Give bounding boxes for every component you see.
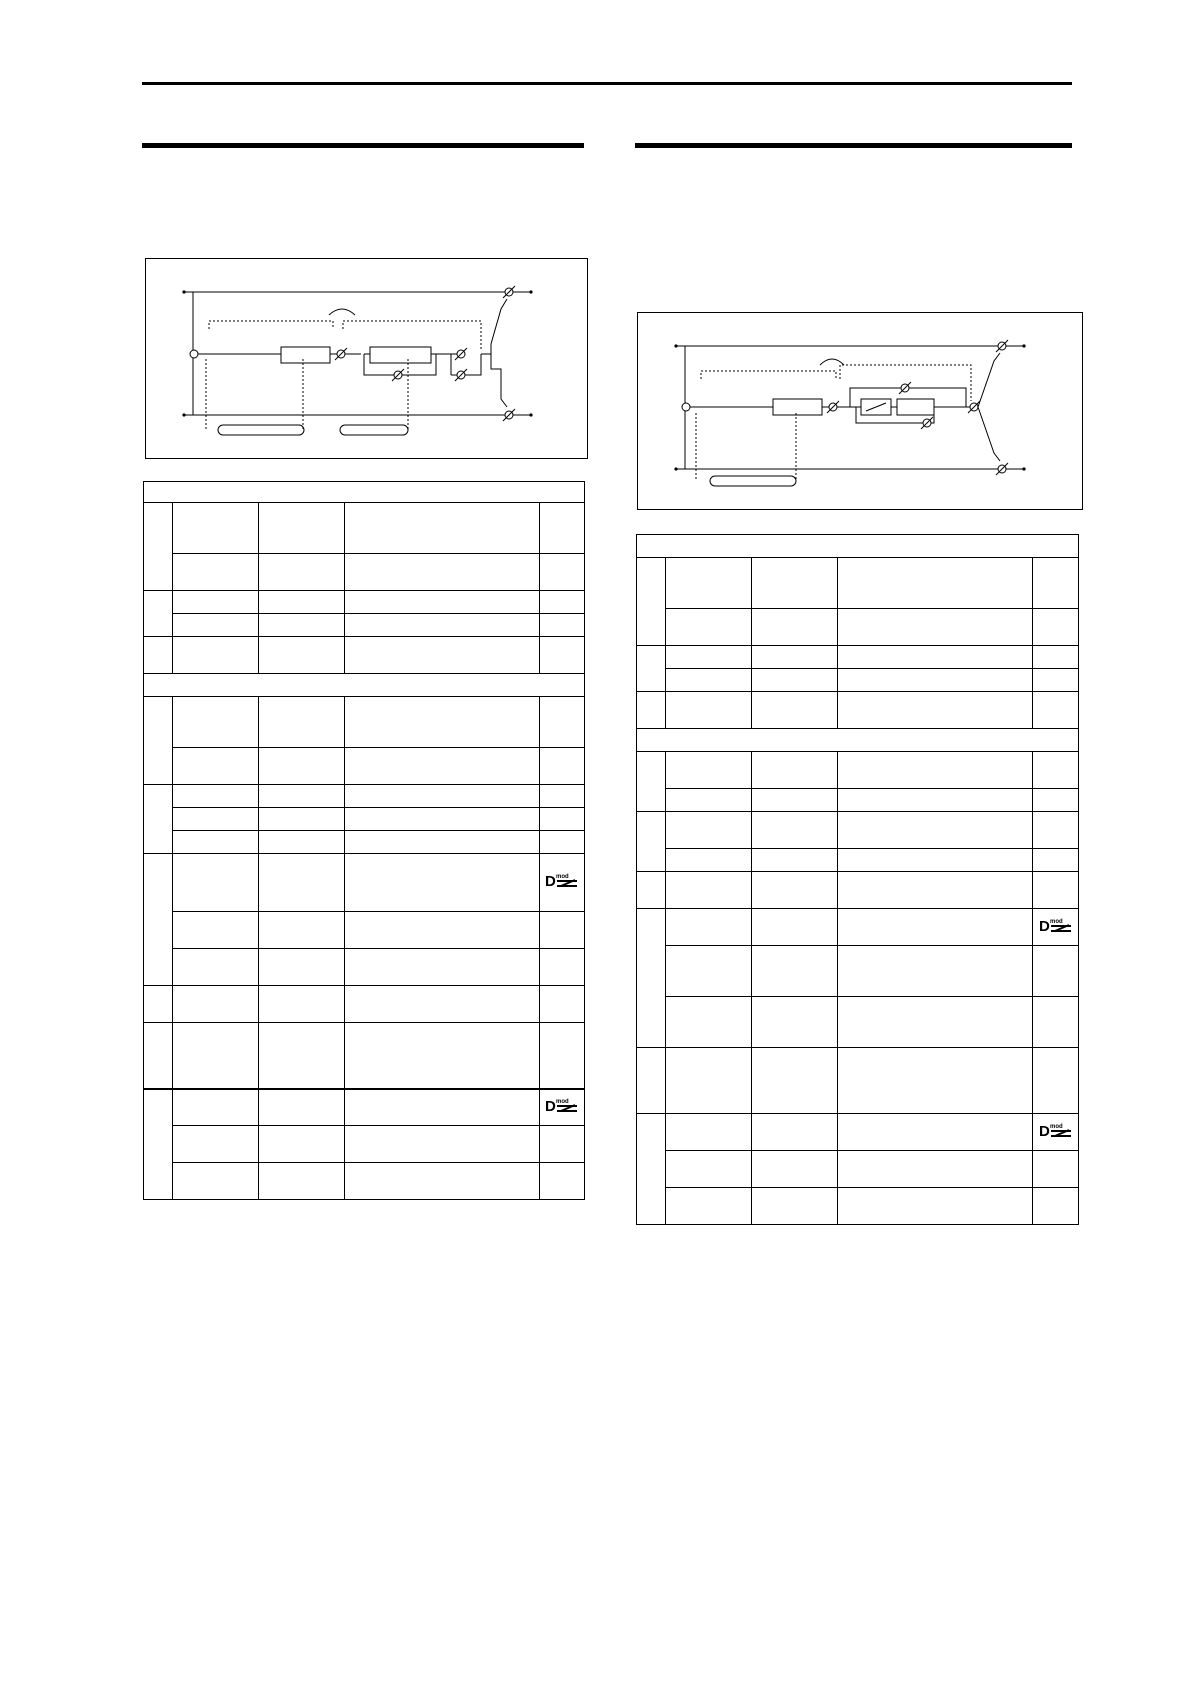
- table-cell: [1033, 558, 1079, 609]
- table-cell: [838, 692, 1033, 729]
- left-table-header: [144, 482, 585, 503]
- svg-text:D: D: [1038, 917, 1050, 934]
- table-cell: [173, 748, 258, 785]
- table-cell: [345, 912, 540, 949]
- table-cell: [838, 1048, 1033, 1114]
- table-cell: [637, 1048, 666, 1114]
- table-cell: [173, 785, 258, 808]
- table-row: [144, 503, 585, 554]
- table-cell: [258, 986, 344, 1023]
- table-cell: [666, 872, 752, 909]
- right-block-diagram: [637, 312, 1083, 510]
- page-header-rule: [142, 82, 1072, 85]
- table-cell: [173, 1126, 258, 1163]
- table-cell: [345, 637, 540, 674]
- table-row: [637, 669, 1079, 692]
- table-cell: [345, 591, 540, 614]
- table-cell: [637, 692, 666, 729]
- table-row: [637, 1048, 1079, 1114]
- table-cell: [752, 812, 838, 849]
- table-cell: [666, 752, 752, 789]
- table-cell: [1033, 946, 1079, 997]
- table-cell: [173, 808, 258, 831]
- right-section-title-rule: [635, 143, 1072, 148]
- table-cell: [345, 748, 540, 785]
- table-cell: [666, 997, 752, 1048]
- table-row: [144, 637, 585, 674]
- table-cell: [345, 697, 540, 748]
- table-cell: [540, 697, 585, 748]
- left-block-2: [370, 347, 431, 363]
- table-row: [144, 554, 585, 591]
- svg-text:D: D: [1038, 1122, 1050, 1139]
- table-cell: [540, 591, 585, 614]
- table-row: [637, 812, 1079, 849]
- table-cell: [838, 909, 1033, 946]
- table-cell: [666, 1114, 752, 1151]
- svg-text:mod: mod: [556, 874, 569, 880]
- table-cell: [752, 946, 838, 997]
- table-row: [144, 748, 585, 785]
- table-row: [144, 831, 585, 854]
- table-cell: [1033, 872, 1079, 909]
- table-cell: [838, 558, 1033, 609]
- table-cell: [1033, 646, 1079, 669]
- table-cell: [637, 1114, 666, 1225]
- table-cell: [752, 1188, 838, 1225]
- table-cell: [345, 854, 540, 912]
- table-cell: [540, 614, 585, 637]
- table-cell: [752, 558, 838, 609]
- table-cell: [1033, 789, 1079, 812]
- right-diagram-svg: [638, 313, 1082, 509]
- table-cell: [540, 808, 585, 831]
- table-cell: [258, 591, 344, 614]
- table-cell: [345, 808, 540, 831]
- table-cell: [258, 854, 344, 912]
- table-cell: [1033, 752, 1079, 789]
- table-cell: [1033, 1151, 1079, 1188]
- table-cell: [144, 697, 173, 785]
- table-cell: [838, 609, 1033, 646]
- table-cell: [637, 646, 666, 692]
- right-dmod-cell-2: [1033, 1114, 1079, 1151]
- table-cell: [752, 997, 838, 1048]
- table-cell: [173, 614, 258, 637]
- table-row: [637, 1188, 1079, 1225]
- left-diagram-svg: [146, 259, 587, 458]
- svg-text:D: D: [545, 1097, 556, 1114]
- table-cell: [258, 785, 344, 808]
- left-dmod-cell-1: [540, 854, 585, 912]
- table-cell: [258, 748, 344, 785]
- table-cell: [666, 849, 752, 872]
- table-cell: [637, 909, 666, 1048]
- table-row: [144, 854, 585, 912]
- table-row: [637, 692, 1079, 729]
- svg-text:D: D: [545, 873, 556, 889]
- table-cell: [258, 949, 344, 986]
- table-cell: [838, 1151, 1033, 1188]
- table-row: [637, 1114, 1079, 1151]
- table-cell: [173, 912, 258, 949]
- table-cell: [258, 1089, 344, 1126]
- table-cell: [666, 646, 752, 669]
- table-cell: [752, 849, 838, 872]
- table-cell: [838, 849, 1033, 872]
- table-cell: [258, 1126, 344, 1163]
- table-cell: [1033, 609, 1079, 646]
- table-cell: [345, 831, 540, 854]
- table-cell: [1033, 849, 1079, 872]
- table-cell: [752, 752, 838, 789]
- table-cell: [637, 752, 666, 812]
- table-row: [637, 535, 1079, 558]
- table-cell: [540, 1023, 585, 1089]
- left-block-diagram: [145, 258, 588, 459]
- svg-text:mod: mod: [1049, 1123, 1063, 1130]
- table-cell: [144, 591, 173, 637]
- table-row: [144, 1023, 585, 1089]
- table-cell: [258, 808, 344, 831]
- table-cell: [345, 1126, 540, 1163]
- svg-text:mod: mod: [1049, 918, 1063, 925]
- table-cell: [345, 949, 540, 986]
- table-row: [637, 789, 1079, 812]
- table-cell: [838, 872, 1033, 909]
- table-cell: [258, 697, 344, 748]
- table-row: [637, 752, 1079, 789]
- table-cell: [752, 909, 838, 946]
- table-cell: [540, 785, 585, 808]
- table-row: [144, 912, 585, 949]
- table-row: [637, 849, 1079, 872]
- table-cell: [345, 1163, 540, 1200]
- left-section-title-rule: [142, 143, 584, 148]
- table-cell: [173, 949, 258, 986]
- table-cell: [1033, 669, 1079, 692]
- left-parameter-table: [143, 481, 585, 1200]
- table-row: [144, 986, 585, 1023]
- table-cell: [258, 503, 344, 554]
- table-row: [637, 997, 1079, 1048]
- table-cell: [258, 637, 344, 674]
- table-cell: [752, 872, 838, 909]
- table-cell: [173, 697, 258, 748]
- table-cell: [666, 789, 752, 812]
- table-cell: [345, 1023, 540, 1089]
- table-cell: [173, 1089, 258, 1126]
- left-dmod-cell-2: [540, 1089, 585, 1126]
- table-cell: [838, 1188, 1033, 1225]
- table-cell: [752, 1048, 838, 1114]
- table-cell: [666, 1188, 752, 1225]
- table-cell: [540, 554, 585, 591]
- table-row: [144, 785, 585, 808]
- table-row: [144, 674, 585, 697]
- d-mod-icon: [545, 871, 579, 889]
- right-parameter-table: [636, 534, 1079, 1225]
- table-cell: [345, 1089, 540, 1126]
- table-row: [144, 614, 585, 637]
- table-cell: [173, 637, 258, 674]
- table-row: [637, 646, 1079, 669]
- table-cell: [144, 1023, 173, 1089]
- table-cell: [1033, 1188, 1079, 1225]
- table-cell: [258, 1023, 344, 1089]
- table-cell: [752, 692, 838, 729]
- table-cell: [345, 614, 540, 637]
- table-cell: [666, 1151, 752, 1188]
- table-cell: [752, 669, 838, 692]
- table-cell: [838, 789, 1033, 812]
- table-cell: [666, 558, 752, 609]
- table-cell: [345, 503, 540, 554]
- table-cell: [666, 692, 752, 729]
- table-cell: [838, 669, 1033, 692]
- table-cell: [666, 812, 752, 849]
- table-cell: [345, 554, 540, 591]
- table-cell: [540, 1163, 585, 1200]
- table-cell: [838, 646, 1033, 669]
- table-cell: [173, 1163, 258, 1200]
- right-table-subheader: [637, 729, 1079, 752]
- table-cell: [637, 872, 666, 909]
- table-cell: [838, 946, 1033, 997]
- table-cell: [1033, 997, 1079, 1048]
- table-cell: [258, 1163, 344, 1200]
- table-cell: [540, 637, 585, 674]
- table-cell: [258, 912, 344, 949]
- table-row: [144, 1163, 585, 1200]
- table-cell: [540, 503, 585, 554]
- table-cell: [173, 1023, 258, 1089]
- table-cell: [752, 609, 838, 646]
- table-cell: [144, 986, 173, 1023]
- table-cell: [540, 1126, 585, 1163]
- table-cell: [666, 669, 752, 692]
- table-cell: [666, 1048, 752, 1114]
- left-table-subheader: [144, 674, 585, 697]
- table-cell: [666, 946, 752, 997]
- table-row: [637, 558, 1079, 609]
- table-cell: [258, 614, 344, 637]
- table-cell: [752, 789, 838, 812]
- table-cell: [637, 812, 666, 872]
- table-cell: [258, 554, 344, 591]
- table-cell: [838, 997, 1033, 1048]
- left-block-1: [281, 347, 330, 363]
- table-row: [637, 1151, 1079, 1188]
- table-cell: [752, 1114, 838, 1151]
- table-cell: [258, 831, 344, 854]
- table-cell: [540, 831, 585, 854]
- table-cell: [144, 785, 173, 854]
- table-row: [144, 591, 585, 614]
- table-cell: [173, 554, 258, 591]
- table-row: [144, 949, 585, 986]
- table-cell: [637, 558, 666, 646]
- right-block-1: [773, 399, 822, 415]
- table-cell: [173, 854, 258, 912]
- table-cell: [540, 949, 585, 986]
- table-row: [144, 1089, 585, 1126]
- d-mod-icon: [545, 1096, 579, 1114]
- table-cell: [838, 1114, 1033, 1151]
- table-cell: [173, 503, 258, 554]
- table-row: [144, 482, 585, 503]
- d-mod-icon: [1039, 1121, 1073, 1139]
- right-table-header: [637, 535, 1079, 558]
- table-cell: [1033, 692, 1079, 729]
- table-cell: [144, 854, 173, 986]
- table-cell: [173, 831, 258, 854]
- table-cell: [752, 1151, 838, 1188]
- table-row: [637, 609, 1079, 646]
- table-cell: [540, 748, 585, 785]
- right-dmod-cell-1: [1033, 909, 1079, 946]
- table-row: [144, 697, 585, 748]
- d-mod-icon: [1039, 916, 1073, 934]
- table-cell: [540, 912, 585, 949]
- table-cell: [345, 785, 540, 808]
- table-row: [637, 946, 1079, 997]
- right-block-3: [897, 399, 934, 415]
- table-row: [144, 1126, 585, 1163]
- table-cell: [144, 637, 173, 674]
- table-cell: [345, 986, 540, 1023]
- svg-text:mod: mod: [556, 1098, 569, 1105]
- table-cell: [1033, 1048, 1079, 1114]
- table-cell: [1033, 812, 1079, 849]
- table-row: [144, 808, 585, 831]
- table-row: [637, 729, 1079, 752]
- table-cell: [838, 752, 1033, 789]
- table-row: [637, 909, 1079, 946]
- table-cell: [173, 591, 258, 614]
- table-cell: [173, 986, 258, 1023]
- table-row: [637, 872, 1079, 909]
- table-cell: [666, 909, 752, 946]
- table-cell: [144, 503, 173, 591]
- table-cell: [838, 812, 1033, 849]
- table-cell: [666, 609, 752, 646]
- table-cell: [752, 646, 838, 669]
- table-cell: [144, 1089, 173, 1200]
- table-cell: [540, 986, 585, 1023]
